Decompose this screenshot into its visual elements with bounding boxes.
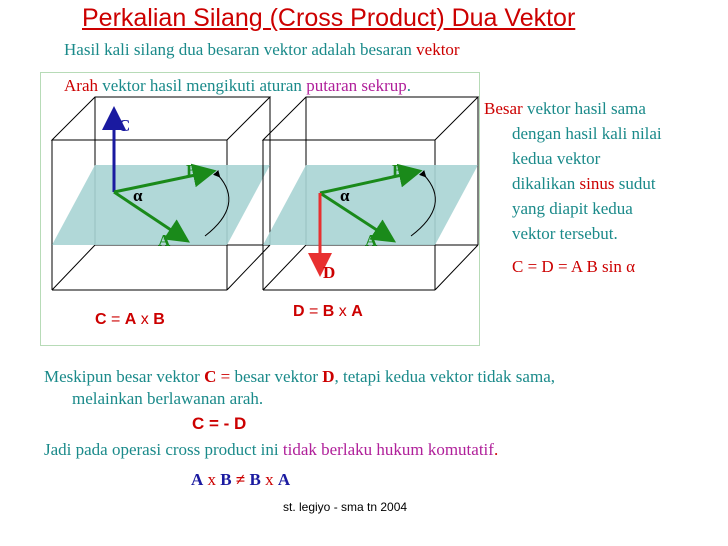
page-title: Perkalian Silang (Cross Product) Dua Vektor [82, 4, 576, 32]
direction-mid: vektor hasil mengikuti aturan [97, 76, 307, 95]
magnitude-word: Besar [484, 99, 523, 118]
magnitude-line-5: yang diapit kedua [512, 199, 633, 218]
magnitude-description [484, 96, 694, 246]
magnitude-formula: C = D = A B sin α [512, 257, 636, 276]
label-b-right: B [392, 161, 404, 180]
equation-c-minus-d: C = - D [192, 414, 247, 433]
label-a-left: A [158, 231, 171, 250]
definition-highlight: vektor [416, 40, 460, 59]
label-alpha-left: α [133, 186, 143, 205]
definition-text: Hasil kali silang dua besaran vektor adalah besaran [64, 40, 417, 59]
magnitude-line-3: kedua vektor [512, 149, 601, 168]
direction-end: . [406, 76, 411, 95]
label-c: C [118, 116, 131, 135]
magnitude-line-1: vektor hasil sama [522, 99, 646, 118]
sinus-word: sinus [579, 174, 615, 193]
direction-word: Arah [64, 76, 98, 95]
caption-d-equals-b-cross-a: D = B x A [293, 303, 363, 320]
magnitude-line-4: dikalikan sinus sudut [512, 174, 656, 193]
caption-c-equals-a-cross-b: C = A x B [95, 311, 165, 328]
paragraph-magnitude-equal: Meskipun besar vektor C = besar vektor D, tetapi kedua vektor tidak sama, [44, 367, 555, 386]
equation-not-commutative: A x B ≠ B x A [191, 470, 291, 489]
footer-credit: st. legiyo - sma tn 2004 [283, 500, 408, 514]
alpha-symbol: α [626, 257, 636, 276]
label-d: D [323, 263, 336, 282]
paragraph-non-commutative: Jadi pada operasi cross product ini tidak berlaku hukum komutatif. [44, 440, 499, 459]
label-b-left: B [186, 161, 198, 180]
magnitude-line-2: dengan hasil kali nilai [512, 124, 662, 143]
label-a-right: A [365, 231, 378, 250]
magnitude-line-6: vektor tersebut. [512, 224, 618, 243]
paragraph-opposite-direction: melainkan berlawanan arah. [72, 389, 264, 408]
direction-screw: putaran sekrup [306, 76, 407, 95]
label-alpha-right: α [340, 186, 350, 205]
